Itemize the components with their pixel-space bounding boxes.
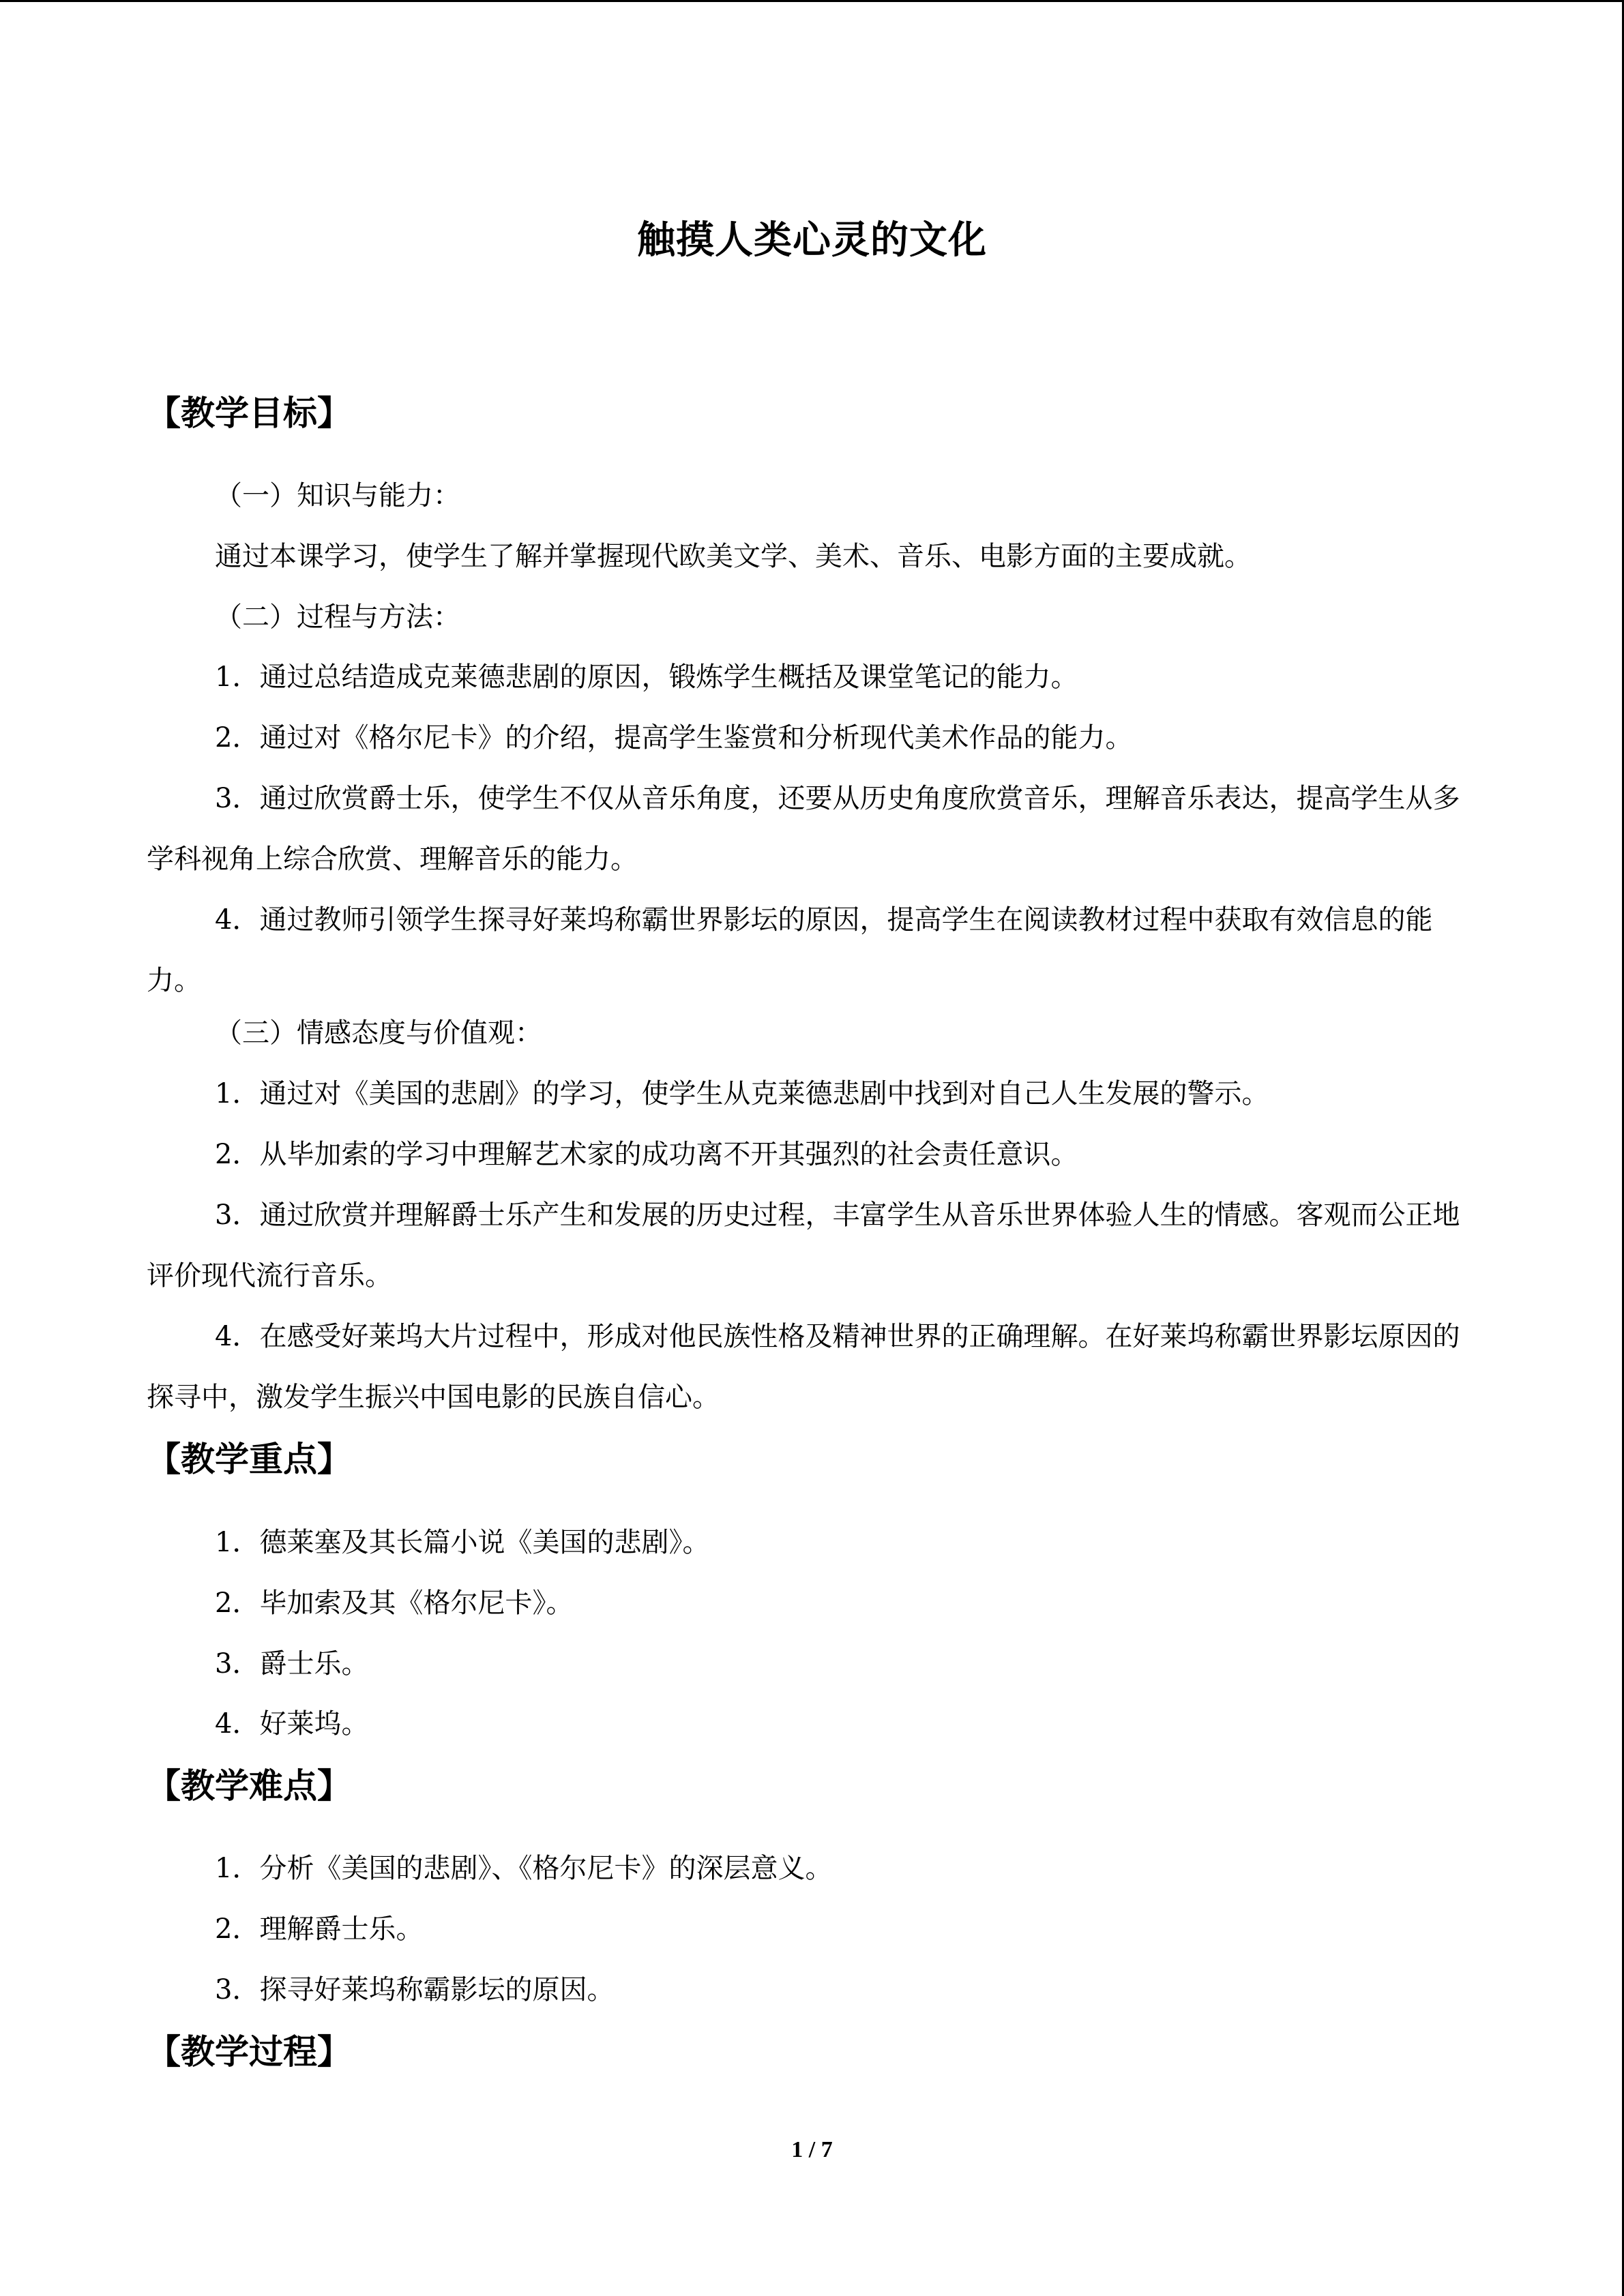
page-number: 1 / 7 (791, 2137, 833, 2162)
objectives-process-label: （二）过程与方法： (215, 601, 460, 633)
key-point-2: 2．毕加索及其《格尔尼卡》。 (215, 1587, 574, 1619)
difficulty-1: 1．分析《美国的悲剧》、《格尔尼卡》的深层意义。 (215, 1853, 833, 1884)
heading-objectives: 【教学目标】 (147, 393, 351, 433)
heading-difficulties: 【教学难点】 (147, 1765, 351, 1806)
process-item-3: 3．通过欣赏爵士乐，使学生不仅从音乐角度，还要从历史角度欣赏音乐，理解音乐表达，提高学生从多学科视角上综合欣赏、理解音乐的能力。 (147, 783, 1460, 875)
objectives-values-label: （三）情感态度与价值观： (215, 1017, 542, 1049)
key-point-4: 4．好莱坞。 (215, 1708, 369, 1740)
difficulty-2: 2．理解爵士乐。 (215, 1913, 424, 1945)
objectives-knowledge-label: （一）知识与能力： (215, 480, 460, 511)
values-item-2: 2．从毕加索的学习中理解艺术家的成功离不开其强烈的社会责任意识。 (215, 1139, 1078, 1170)
values-item-4: 4．在感受好莱坞大片过程中，形成对他民族性格及精神世界的正确理解。在好莱坞称霸世界影坛原因的探寻中，激发学生振兴中国电影的民族自信心。 (147, 1321, 1460, 1413)
key-point-3: 3．爵士乐。 (215, 1648, 369, 1680)
heading-key-points: 【教学重点】 (147, 1439, 351, 1479)
process-item-4: 4．通过教师引领学生探寻好莱坞称霸世界影坛的原因，提高学生在阅读教材过程中获取有效信息的能力。 (147, 904, 1433, 996)
process-item-2: 2．通过对《格尔尼卡》的介绍，提高学生鉴赏和分析现代美术作品的能力。 (215, 722, 1133, 754)
heading-process: 【教学过程】 (147, 2031, 351, 2072)
values-item-3: 3．通过欣赏并理解爵士乐产生和发展的历史过程，丰富学生从音乐世界体验人生的情感。客观而公正地评价现代流行音乐。 (147, 1199, 1460, 1292)
process-item-1: 1．通过总结造成克莱德悲剧的原因，锻炼学生概括及课堂笔记的能力。 (215, 661, 1078, 693)
page-title: 触摸人类心灵的文化 (637, 218, 987, 263)
key-point-1: 1．德莱塞及其长篇小说《美国的悲剧》。 (215, 1527, 710, 1558)
objectives-knowledge-text: 通过本课学习，使学生了解并掌握现代欧美文学、美术、音乐、电影方面的主要成就。 (215, 541, 1252, 572)
difficulty-3: 3．探寻好莱坞称霸影坛的原因。 (215, 1974, 615, 2006)
values-item-1: 1．通过对《美国的悲剧》的学习，使学生从克莱德悲剧中找到对自己人生发展的警示。 (215, 1078, 1269, 1109)
top-border-line (0, 0, 1624, 2)
